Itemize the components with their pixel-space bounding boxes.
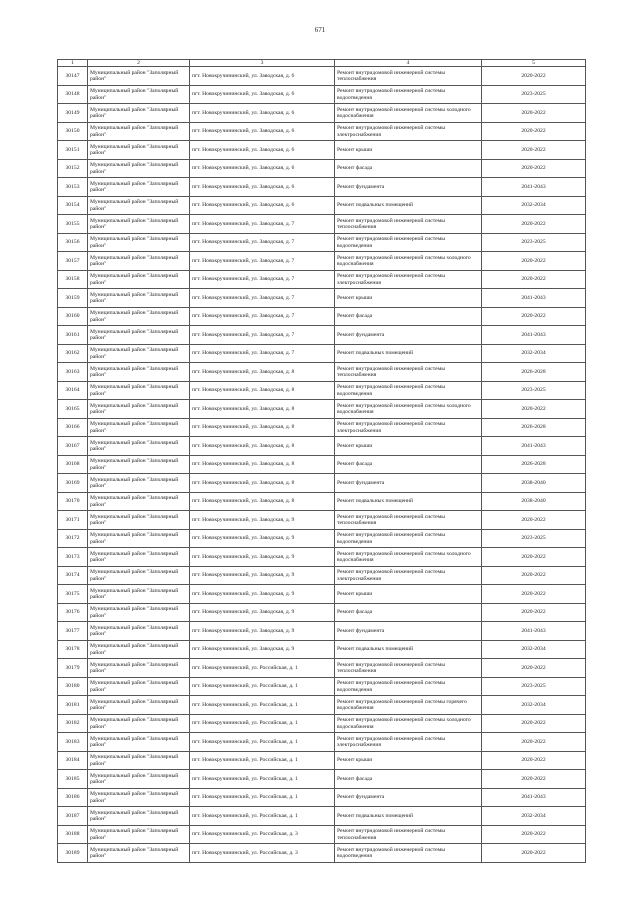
- period-cell: 2026-2028: [482, 363, 586, 382]
- period-cell: 2020-2022: [482, 252, 586, 271]
- address-cell: пгт. Новокручининский, ул. Российская, д. 1: [190, 659, 335, 678]
- address-cell: пгт. Новокручининский, ул. Заводская, д. 9: [190, 585, 335, 604]
- municipality-cell: Муниципальный район "Заполярный район": [88, 418, 190, 437]
- row-number-cell: 30182: [58, 714, 88, 733]
- table-row: [58, 788, 586, 807]
- row-number-cell: 30148: [58, 85, 88, 104]
- work-type-cell: Ремонт подвальных помещений: [335, 196, 482, 215]
- period-cell: 2020-2022: [482, 159, 586, 178]
- table-row: [58, 122, 586, 141]
- municipality-cell: Муниципальный район "Заполярный район": [88, 492, 190, 511]
- period-cell: 2020-2022: [482, 511, 586, 530]
- table-row: [58, 677, 586, 696]
- municipality-cell: Муниципальный район "Заполярный район": [88, 178, 190, 197]
- row-number-cell: 30178: [58, 640, 88, 659]
- table-row: [58, 289, 586, 308]
- municipality-cell: Муниципальный район "Заполярный район": [88, 807, 190, 826]
- address-cell: пгт. Новокручининский, ул. Заводская, д. 6: [190, 178, 335, 197]
- table-row: [58, 196, 586, 215]
- work-type-cell: Ремонт внутридомовой инженерной системы водоотведения: [335, 529, 482, 548]
- address-cell: пгт. Новокручининский, ул. Заводская, д. 6: [190, 85, 335, 104]
- address-cell: пгт. Новокручининский, ул. Заводская, д. 6: [190, 104, 335, 123]
- period-cell: 2020-2022: [482, 844, 586, 863]
- table-row: [58, 159, 586, 178]
- row-number-cell: 30168: [58, 455, 88, 474]
- table-row: [58, 400, 586, 419]
- address-cell: пгт. Новокручининский, ул. Заводская, д. 9: [190, 622, 335, 641]
- header-cell-3: 3: [190, 60, 335, 67]
- period-cell: 2020-2022: [482, 270, 586, 289]
- period-cell: 2032-2034: [482, 696, 586, 715]
- address-cell: пгт. Новокручининский, ул. Заводская, д. 8: [190, 363, 335, 382]
- period-cell: 2020-2022: [482, 714, 586, 733]
- table-row: [58, 270, 586, 289]
- row-number-cell: 30186: [58, 788, 88, 807]
- municipality-cell: Муниципальный район "Заполярный район": [88, 307, 190, 326]
- address-cell: пгт. Новокручининский, ул. Заводская, д. 6: [190, 159, 335, 178]
- municipality-cell: Муниципальный район "Заполярный район": [88, 363, 190, 382]
- address-cell: пгт. Новокручининский, ул. Заводская, д. 6: [190, 122, 335, 141]
- municipality-cell: Муниципальный район "Заполярный район": [88, 566, 190, 585]
- municipality-cell: Муниципальный район "Заполярный район": [88, 326, 190, 345]
- page-number: 671: [314, 26, 326, 34]
- address-cell: пгт. Новокручининский, ул. Заводская, д. 6: [190, 196, 335, 215]
- municipality-cell: Муниципальный район "Заполярный район": [88, 437, 190, 456]
- row-number-cell: 30180: [58, 677, 88, 696]
- work-type-cell: Ремонт внутридомовой инженерной системы водоотведения: [335, 233, 482, 252]
- row-number-cell: 30181: [58, 696, 88, 715]
- municipality-cell: Муниципальный район "Заполярный район": [88, 400, 190, 419]
- table-row: [58, 622, 586, 641]
- period-cell: 2020-2022: [482, 603, 586, 622]
- table-row: [58, 696, 586, 715]
- row-number-cell: 30151: [58, 141, 88, 160]
- table-row: [58, 640, 586, 659]
- address-cell: пгт. Новокручининский, ул. Заводская, д. 6: [190, 67, 335, 86]
- header-cell-4: 4: [335, 60, 482, 67]
- table-row: [58, 215, 586, 234]
- work-type-cell: Ремонт внутридомовой инженерной системы теплоснабжения: [335, 215, 482, 234]
- table-row: [58, 363, 586, 382]
- address-cell: пгт. Новокручининский, ул. Российская, д. 3: [190, 844, 335, 863]
- municipality-cell: Муниципальный район "Заполярный район": [88, 529, 190, 548]
- work-type-cell: Ремонт крыши: [335, 585, 482, 604]
- row-number-cell: 30156: [58, 233, 88, 252]
- address-cell: пгт. Новокручининский, ул. Заводская, д. 8: [190, 400, 335, 419]
- municipality-cell: Муниципальный район "Заполярный район": [88, 215, 190, 234]
- period-cell: 2020-2022: [482, 751, 586, 770]
- row-number-cell: 30185: [58, 770, 88, 789]
- row-number-cell: 30172: [58, 529, 88, 548]
- row-number-cell: 30174: [58, 566, 88, 585]
- table-row: [58, 492, 586, 511]
- table-row: [58, 548, 586, 567]
- municipality-cell: Муниципальный район "Заполярный район": [88, 511, 190, 530]
- period-cell: 2020-2022: [482, 566, 586, 585]
- table-row: [58, 529, 586, 548]
- row-number-cell: 30153: [58, 178, 88, 197]
- period-cell: 2020-2022: [482, 400, 586, 419]
- municipality-cell: Муниципальный район "Заполярный район": [88, 696, 190, 715]
- municipality-cell: Муниципальный район "Заполярный район": [88, 640, 190, 659]
- work-type-cell: Ремонт крыши: [335, 141, 482, 160]
- work-type-cell: Ремонт подвальных помещений: [335, 807, 482, 826]
- period-cell: 2038-2040: [482, 492, 586, 511]
- municipality-cell: Муниципальный район "Заполярный район": [88, 788, 190, 807]
- repair-schedule-table: [57, 59, 586, 863]
- row-number-cell: 30179: [58, 659, 88, 678]
- table-row: [58, 141, 586, 160]
- address-cell: пгт. Новокручининский, ул. Заводская, д. 7: [190, 233, 335, 252]
- work-type-cell: Ремонт подвальных помещений: [335, 640, 482, 659]
- municipality-cell: Муниципальный район "Заполярный район": [88, 585, 190, 604]
- table-row: [58, 326, 586, 345]
- period-cell: 2020-2022: [482, 659, 586, 678]
- work-type-cell: Ремонт внутридомовой инженерной системы водоотведения: [335, 677, 482, 696]
- address-cell: пгт. Новокручининский, ул. Заводская, д. 8: [190, 437, 335, 456]
- row-number-cell: 30170: [58, 492, 88, 511]
- table-row: [58, 67, 586, 86]
- table-row: [58, 844, 586, 863]
- address-cell: пгт. Новокручининский, ул. Заводская, д. 9: [190, 548, 335, 567]
- municipality-cell: Муниципальный район "Заполярный район": [88, 233, 190, 252]
- row-number-cell: 30155: [58, 215, 88, 234]
- table-row: [58, 770, 586, 789]
- municipality-cell: Муниципальный район "Заполярный район": [88, 455, 190, 474]
- period-cell: 2032-2034: [482, 640, 586, 659]
- address-cell: пгт. Новокручининский, ул. Российская, д. 1: [190, 677, 335, 696]
- work-type-cell: Ремонт внутридомовой инженерной системы электроснабжения: [335, 733, 482, 752]
- municipality-cell: Муниципальный район "Заполярный район": [88, 159, 190, 178]
- work-type-cell: Ремонт внутридомовой инженерной системы водоотведения: [335, 844, 482, 863]
- period-cell: 2023-2025: [482, 85, 586, 104]
- work-type-cell: Ремонт фундамента: [335, 326, 482, 345]
- period-cell: 2038-2040: [482, 474, 586, 493]
- period-cell: 2041-2043: [482, 326, 586, 345]
- address-cell: пгт. Новокручининский, ул. Заводская, д. 6: [190, 141, 335, 160]
- period-cell: 2032-2034: [482, 196, 586, 215]
- row-number-cell: 30189: [58, 844, 88, 863]
- period-cell: 2041-2043: [482, 788, 586, 807]
- address-cell: пгт. Новокручининский, ул. Заводская, д. 8: [190, 418, 335, 437]
- municipality-cell: Муниципальный район "Заполярный район": [88, 141, 190, 160]
- work-type-cell: Ремонт подвальных помещений: [335, 492, 482, 511]
- header-cell-1: 1: [58, 60, 88, 67]
- period-cell: 2023-2025: [482, 233, 586, 252]
- table-row: [58, 381, 586, 400]
- municipality-cell: Муниципальный район "Заполярный район": [88, 122, 190, 141]
- work-type-cell: Ремонт фасада: [335, 307, 482, 326]
- row-number-cell: 30154: [58, 196, 88, 215]
- row-number-cell: 30184: [58, 751, 88, 770]
- period-cell: 2020-2022: [482, 215, 586, 234]
- period-cell: 2023-2025: [482, 529, 586, 548]
- table-row: [58, 418, 586, 437]
- address-cell: пгт. Новокручининский, ул. Заводская, д. 7: [190, 307, 335, 326]
- table-row: [58, 178, 586, 197]
- row-number-cell: 30163: [58, 363, 88, 382]
- row-number-cell: 30175: [58, 585, 88, 604]
- table-row: [58, 233, 586, 252]
- period-cell: 2020-2022: [482, 67, 586, 86]
- table-row: [58, 603, 586, 622]
- table-row: [58, 659, 586, 678]
- work-type-cell: Ремонт внутридомовой инженерной системы электроснабжения: [335, 270, 482, 289]
- row-number-cell: 30176: [58, 603, 88, 622]
- table-row: [58, 307, 586, 326]
- period-cell: 2020-2022: [482, 141, 586, 160]
- address-cell: пгт. Новокручининский, ул. Заводская, д. 8: [190, 474, 335, 493]
- municipality-cell: Муниципальный район "Заполярный район": [88, 344, 190, 363]
- municipality-cell: Муниципальный район "Заполярный район": [88, 289, 190, 308]
- work-type-cell: Ремонт фасада: [335, 455, 482, 474]
- address-cell: пгт. Новокручининский, ул. Заводская, д. 9: [190, 529, 335, 548]
- table-row: [58, 252, 586, 271]
- row-number-cell: 30162: [58, 344, 88, 363]
- table-row: [58, 85, 586, 104]
- period-cell: 2020-2022: [482, 122, 586, 141]
- municipality-cell: Муниципальный район "Заполярный район": [88, 270, 190, 289]
- table-row: [58, 751, 586, 770]
- work-type-cell: Ремонт фасада: [335, 603, 482, 622]
- work-type-cell: Ремонт крыши: [335, 289, 482, 308]
- table-row: [58, 825, 586, 844]
- period-cell: 2020-2022: [482, 770, 586, 789]
- address-cell: пгт. Новокручининский, ул. Российская, д. 1: [190, 807, 335, 826]
- row-number-cell: 30147: [58, 67, 88, 86]
- row-number-cell: 30152: [58, 159, 88, 178]
- row-number-cell: 30158: [58, 270, 88, 289]
- table-row: [58, 511, 586, 530]
- period-cell: 2020-2022: [482, 733, 586, 752]
- municipality-cell: Муниципальный район "Заполярный район": [88, 825, 190, 844]
- row-number-cell: 30157: [58, 252, 88, 271]
- address-cell: пгт. Новокручининский, ул. Российская, д. 1: [190, 696, 335, 715]
- work-type-cell: Ремонт внутридомовой инженерной системы холодного водоснабжения: [335, 104, 482, 123]
- period-cell: 2041-2043: [482, 289, 586, 308]
- work-type-cell: Ремонт внутридомовой инженерной системы холодного водоснабжения: [335, 714, 482, 733]
- row-number-cell: 30188: [58, 825, 88, 844]
- row-number-cell: 30160: [58, 307, 88, 326]
- address-cell: пгт. Новокручининский, ул. Заводская, д. 8: [190, 381, 335, 400]
- work-type-cell: Ремонт внутридомовой инженерной системы холодного водоснабжения: [335, 252, 482, 271]
- row-number-cell: 30164: [58, 381, 88, 400]
- table-row: [58, 474, 586, 493]
- row-number-cell: 30161: [58, 326, 88, 345]
- address-cell: пгт. Новокручининский, ул. Заводская, д. 8: [190, 492, 335, 511]
- address-cell: пгт. Новокручининский, ул. Российская, д. 1: [190, 714, 335, 733]
- address-cell: пгт. Новокручининский, ул. Заводская, д. 7: [190, 289, 335, 308]
- address-cell: пгт. Новокручининский, ул. Заводская, д. 7: [190, 215, 335, 234]
- row-number-cell: 30171: [58, 511, 88, 530]
- table-row: [58, 104, 586, 123]
- address-cell: пгт. Новокручининский, ул. Заводская, д. 7: [190, 270, 335, 289]
- row-number-cell: 30167: [58, 437, 88, 456]
- address-cell: пгт. Новокручининский, ул. Заводская, д. 8: [190, 455, 335, 474]
- work-type-cell: Ремонт внутридомовой инженерной системы холодного водоснабжения: [335, 548, 482, 567]
- municipality-cell: Муниципальный район "Заполярный район": [88, 252, 190, 271]
- work-type-cell: Ремонт внутридомовой инженерной системы теплоснабжения: [335, 363, 482, 382]
- work-type-cell: Ремонт внутридомовой инженерной системы водоотведения: [335, 85, 482, 104]
- row-number-cell: 30173: [58, 548, 88, 567]
- work-type-cell: Ремонт внутридомовой инженерной системы холодного водоснабжения: [335, 400, 482, 419]
- address-cell: пгт. Новокручининский, ул. Заводская, д. 7: [190, 252, 335, 271]
- row-number-cell: 30177: [58, 622, 88, 641]
- municipality-cell: Муниципальный район "Заполярный район": [88, 659, 190, 678]
- work-type-cell: Ремонт фасада: [335, 770, 482, 789]
- period-cell: 2026-2028: [482, 418, 586, 437]
- address-cell: пгт. Новокручининский, ул. Российская, д. 1: [190, 788, 335, 807]
- work-type-cell: Ремонт фундамента: [335, 474, 482, 493]
- municipality-cell: Муниципальный район "Заполярный район": [88, 677, 190, 696]
- municipality-cell: Муниципальный район "Заполярный район": [88, 85, 190, 104]
- row-number-cell: 30187: [58, 807, 88, 826]
- municipality-cell: Муниципальный район "Заполярный район": [88, 844, 190, 863]
- work-type-cell: Ремонт фундамента: [335, 178, 482, 197]
- period-cell: 2041-2043: [482, 437, 586, 456]
- period-cell: 2020-2022: [482, 585, 586, 604]
- header-cell-2: 2: [88, 60, 190, 67]
- row-number-cell: 30159: [58, 289, 88, 308]
- address-cell: пгт. Новокручининский, ул. Заводская, д. 9: [190, 511, 335, 530]
- period-cell: 2032-2034: [482, 344, 586, 363]
- work-type-cell: Ремонт внутридомовой инженерной системы теплоснабжения: [335, 67, 482, 86]
- work-type-cell: Ремонт внутридомовой инженерной системы теплоснабжения: [335, 659, 482, 678]
- work-type-cell: Ремонт фундамента: [335, 788, 482, 807]
- municipality-cell: Муниципальный район "Заполярный район": [88, 733, 190, 752]
- municipality-cell: Муниципальный район "Заполярный район": [88, 770, 190, 789]
- header-cell-5: 5: [482, 60, 586, 67]
- table-row: [58, 566, 586, 585]
- period-cell: 2023-2025: [482, 381, 586, 400]
- period-cell: 2041-2043: [482, 622, 586, 641]
- address-cell: пгт. Новокручининский, ул. Заводская, д. 9: [190, 603, 335, 622]
- work-type-cell: Ремонт внутридомовой инженерной системы электроснабжения: [335, 566, 482, 585]
- table-header-row: [58, 60, 586, 67]
- table-row: [58, 585, 586, 604]
- work-type-cell: Ремонт крыши: [335, 751, 482, 770]
- address-cell: пгт. Новокручининский, ул. Заводская, д. 9: [190, 640, 335, 659]
- municipality-cell: Муниципальный район "Заполярный район": [88, 67, 190, 86]
- row-number-cell: 30169: [58, 474, 88, 493]
- municipality-cell: Муниципальный район "Заполярный район": [88, 751, 190, 770]
- municipality-cell: Муниципальный район "Заполярный район": [88, 603, 190, 622]
- work-type-cell: Ремонт фундамента: [335, 622, 482, 641]
- municipality-cell: Муниципальный район "Заполярный район": [88, 474, 190, 493]
- period-cell: 2020-2022: [482, 307, 586, 326]
- address-cell: пгт. Новокручининский, ул. Заводская, д. 7: [190, 326, 335, 345]
- table-row: [58, 455, 586, 474]
- municipality-cell: Муниципальный район "Заполярный район": [88, 548, 190, 567]
- work-type-cell: Ремонт внутридомовой инженерной системы теплоснабжения: [335, 825, 482, 844]
- table-row: [58, 437, 586, 456]
- municipality-cell: Муниципальный район "Заполярный район": [88, 714, 190, 733]
- municipality-cell: Муниципальный район "Заполярный район": [88, 381, 190, 400]
- row-number-cell: 30149: [58, 104, 88, 123]
- municipality-cell: Муниципальный район "Заполярный район": [88, 104, 190, 123]
- row-number-cell: 30165: [58, 400, 88, 419]
- address-cell: пгт. Новокручининский, ул. Российская, д. 1: [190, 770, 335, 789]
- table-row: [58, 807, 586, 826]
- address-cell: пгт. Новокручининский, ул. Заводская, д. 7: [190, 344, 335, 363]
- period-cell: 2041-2043: [482, 178, 586, 197]
- work-type-cell: Ремонт внутридомовой инженерной системы горячего водоснабжения: [335, 696, 482, 715]
- municipality-cell: Муниципальный район "Заполярный район": [88, 622, 190, 641]
- address-cell: пгт. Новокручининский, ул. Российская, д. 3: [190, 825, 335, 844]
- table-row: [58, 344, 586, 363]
- address-cell: пгт. Новокручининский, ул. Заводская, д. 9: [190, 566, 335, 585]
- table-body: [58, 60, 586, 863]
- work-type-cell: Ремонт внутридомовой инженерной системы теплоснабжения: [335, 511, 482, 530]
- period-cell: 2026-2028: [482, 455, 586, 474]
- address-cell: пгт. Новокручининский, ул. Российская, д. 1: [190, 733, 335, 752]
- work-type-cell: Ремонт фасада: [335, 159, 482, 178]
- period-cell: 2032-2034: [482, 807, 586, 826]
- period-cell: 2023-2025: [482, 677, 586, 696]
- row-number-cell: 30150: [58, 122, 88, 141]
- municipality-cell: Муниципальный район "Заполярный район": [88, 196, 190, 215]
- work-type-cell: Ремонт крыши: [335, 437, 482, 456]
- row-number-cell: 30166: [58, 418, 88, 437]
- table-row: [58, 733, 586, 752]
- work-type-cell: Ремонт внутридомовой инженерной системы электроснабжения: [335, 418, 482, 437]
- work-type-cell: Ремонт внутридомовой инженерной системы электроснабжения: [335, 122, 482, 141]
- row-number-cell: 30183: [58, 733, 88, 752]
- work-type-cell: Ремонт внутридомовой инженерной системы водоотведения: [335, 381, 482, 400]
- address-cell: пгт. Новокручининский, ул. Российская, д. 1: [190, 751, 335, 770]
- work-type-cell: Ремонт подвальных помещений: [335, 344, 482, 363]
- table-row: [58, 714, 586, 733]
- period-cell: 2020-2022: [482, 548, 586, 567]
- period-cell: 2020-2022: [482, 104, 586, 123]
- period-cell: 2020-2022: [482, 825, 586, 844]
